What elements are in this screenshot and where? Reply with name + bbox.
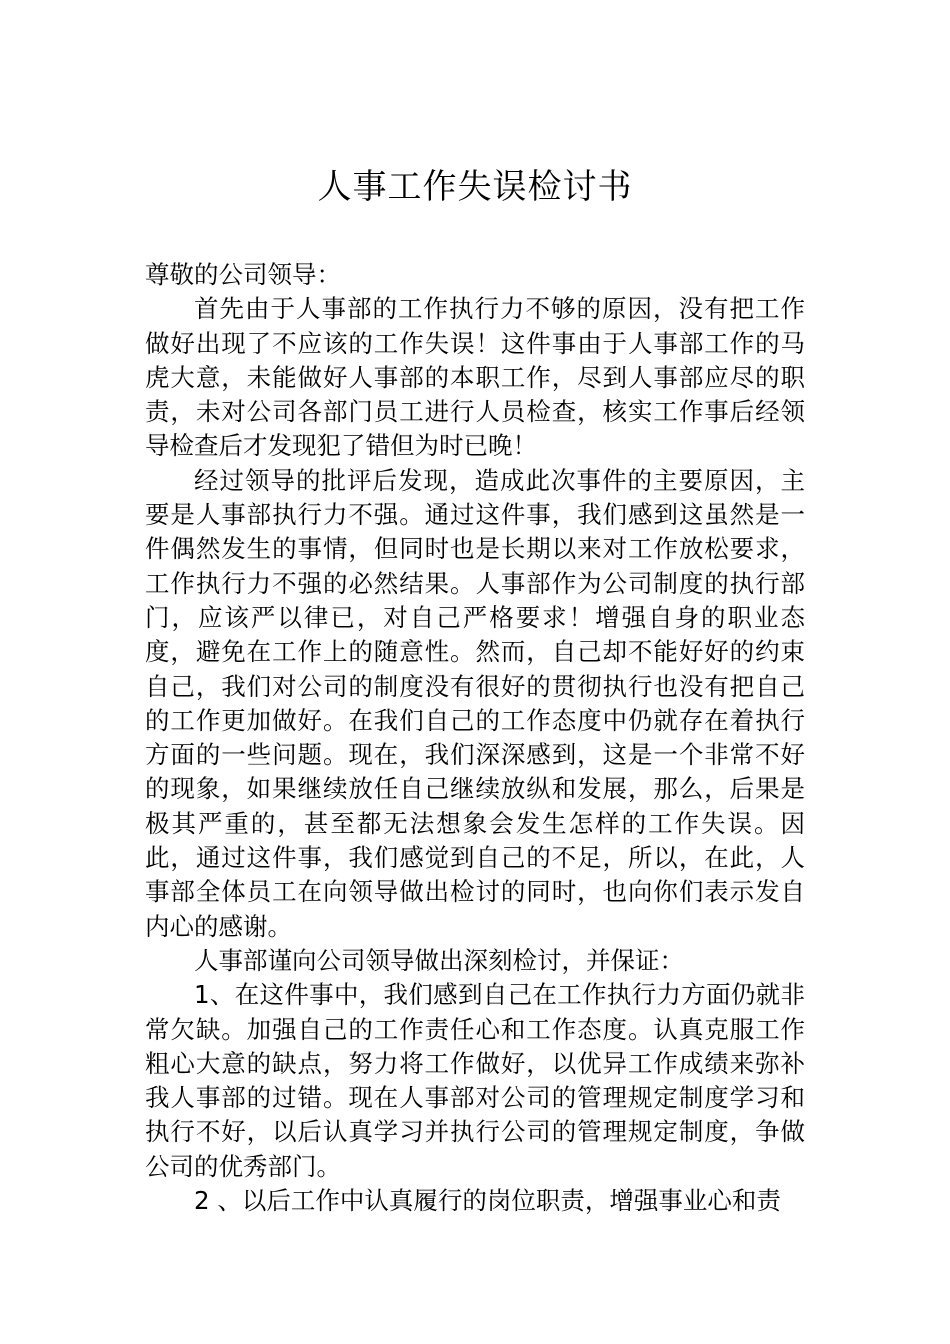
paragraph-pledge-1: 1、在这件事中，我们感到自己在工作执行力方面仍就非常欠缺。加强自己的工作责任心和工作态度。认真克服工作粗心大意的缺点，努力将工作做好，以优异工作成绩来弥补我人事部的过错。现在人事部对公司的管理规定制度学习和执行不好，以后认真学习并执行公司的管理规定制度，争做公司的优秀部门。 <box>145 980 805 1181</box>
paragraph-analysis: 经过领导的批评后发现，造成此次事件的主要原因，主要是人事部执行力不强。通过这件事，我们感到这虽然是一件偶然发生的事情，但同时也是长期以来对工作放松要求，工作执行力不强的必然结果。人事部作为公司制度的执行部门，应该严以律已，对自己严格要求！增强自身的职业态度，避免在工作上的随意性。然而，自己却不能好好的约束自己，我们对公司的制度没有很好的贯彻执行也没有把自己的工作更加做好。在我们自己的工作态度中仍就存在着执行方面的一些问题。现在，我们深深感到，这是一个非常不好的现象，如果继续放任自己继续放纵和发展，那么，后果是极其严重的，甚至都无法想象会发生怎样的工作失误。因此，通过这件事，我们感觉到自己的不足，所以，在此，人事部全体员工在向领导做出检讨的同时，也向你们表示发自内心的感谢。 <box>145 465 805 941</box>
paragraph-pledge-2: 2 、以后工作中认真履行的岗位职责，增强事业心和责 <box>194 1186 781 1216</box>
document-title: 人事工作失误检讨书 <box>317 167 633 207</box>
paragraph-intro: 首先由于人事部的工作执行力不够的原因，没有把工作做好出现了不应该的工作失误！这件事由于人事部工作的马虎大意，未能做好人事部的本职工作，尽到人事部应尽的职责，未对公司各部门员工进行人员检查，核实工作事后经领导检查后才发现犯了错但为时已晚！ <box>145 294 805 461</box>
paragraph-pledge-heading: 人事部谨向公司领导做出深刻检讨，并保证： <box>194 945 684 975</box>
document-body <box>145 258 805 1218</box>
salutation: 尊敬的公司领导： <box>145 260 341 289</box>
